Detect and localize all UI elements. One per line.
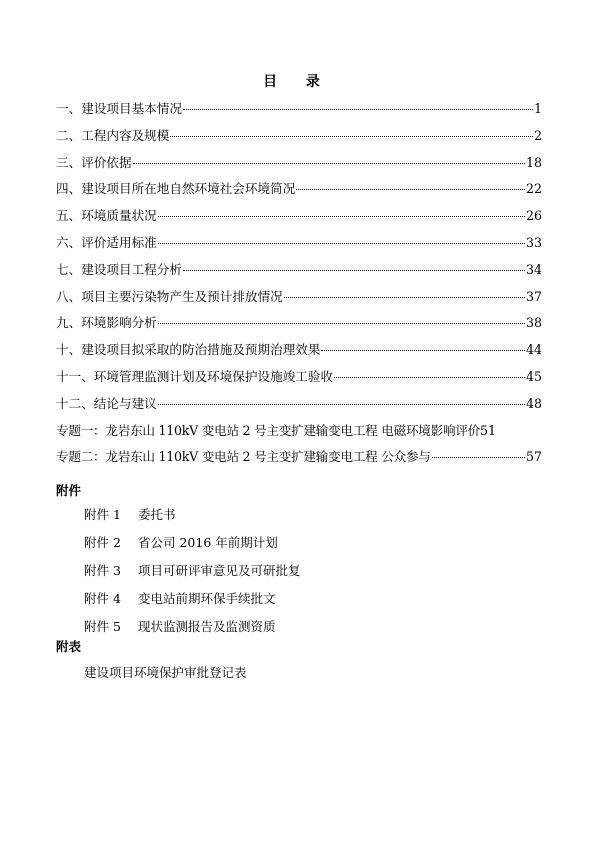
toc-entry-label: 三、评价依据 (56, 154, 132, 170)
toc-leader-dots (158, 216, 525, 217)
toc-leader-dots (296, 189, 525, 190)
toc-leader-dots (158, 404, 525, 405)
toc-entry[interactable] (56, 203, 542, 230)
attachment-number: 附件 1 (84, 507, 121, 522)
toc-entry-page: 37 (525, 288, 542, 304)
toc-leader-dots (133, 163, 525, 164)
toc-list (56, 96, 542, 471)
toc-entry[interactable] (56, 176, 542, 203)
toc-entry-page: 38 (525, 315, 542, 331)
toc-entry[interactable] (56, 230, 542, 257)
appendix-table-title: 建设项目环境保护审批登记表 (84, 665, 247, 680)
toc-leader-dots (284, 297, 525, 298)
toc-entry-label: 十一、环境管理监测计划及环境保护设施竣工验收 (56, 368, 334, 384)
toc-entry[interactable] (56, 96, 542, 123)
toc-leader-dots (321, 350, 525, 351)
toc-entry-page: 57 (525, 449, 542, 465)
toc-entry-label: 专题一：龙岩东山 110kV 变电站 2 号主变扩建输变电工程 电磁环境影响评价 (56, 422, 481, 438)
attachment-number: 附件 2 (84, 535, 121, 550)
attachment-number: 附件 5 (84, 619, 121, 634)
toc-entry-page: 33 (525, 234, 542, 250)
toc-leader-dots (158, 243, 525, 244)
attachment-item[interactable] (84, 534, 278, 552)
toc-entry-page: 22 (525, 181, 542, 197)
toc-entry-label: 五、环境质量状况 (56, 208, 157, 224)
toc-entry-label: 六、评价适用标准 (56, 234, 157, 250)
attachment-number: 附件 3 (84, 563, 121, 578)
attachment-item[interactable] (84, 562, 301, 580)
toc-title: 目 录 (263, 74, 332, 90)
attachments-heading: 附件 (56, 483, 82, 498)
toc-leader-dots (158, 323, 525, 324)
attachment-title: 现状监测报告及监测资质 (138, 619, 276, 634)
attachment-number: 附件 4 (84, 591, 121, 606)
attachment-title: 项目可研评审意见及可研批复 (138, 563, 301, 578)
attachment-item[interactable] (84, 590, 276, 608)
attachment-item[interactable] (84, 506, 176, 524)
toc-entry-page: 18 (525, 154, 542, 170)
toc-entry-label: 七、建设项目工程分析 (56, 261, 182, 277)
toc-entry-label: 八、项目主要污染物产生及预计排放情况 (56, 288, 283, 304)
attachment-title: 变电站前期环保手续批文 (138, 591, 276, 606)
toc-entry[interactable] (56, 257, 542, 284)
toc-entry-page: 44 (525, 342, 542, 358)
toc-entry-page: 48 (525, 395, 542, 411)
toc-leader-dots (432, 457, 525, 458)
toc-leader-dots (334, 377, 525, 378)
attachment-title: 省公司 2016 年前期计划 (138, 535, 278, 550)
toc-entry[interactable] (56, 418, 542, 445)
toc-entry[interactable] (56, 391, 542, 418)
toc-entry[interactable] (56, 310, 542, 337)
toc-entry[interactable] (56, 284, 542, 311)
toc-entry-page: 34 (525, 261, 542, 277)
toc-entry-label: 十二、结论与建议 (56, 395, 157, 411)
toc-entry[interactable] (56, 123, 542, 150)
attachment-title: 委托书 (138, 507, 176, 522)
appendix-table-heading: 附表 (56, 639, 82, 654)
toc-entry-page: 1 (533, 101, 542, 116)
toc-entry-page: 26 (525, 208, 542, 224)
toc-leader-dots (183, 270, 525, 271)
toc-entry-label: 十、建设项目拟采取的防治措施及预期治理效果 (56, 342, 321, 358)
toc-entry-label: 四、建设项目所在地自然环境社会环境简况 (56, 181, 296, 197)
toc-entry[interactable] (56, 444, 542, 471)
toc-entry[interactable] (56, 150, 542, 177)
toc-entry-page: 51 (480, 422, 497, 438)
toc-entry-label: 专题二：龙岩东山 110kV 变电站 2 号主变扩建输变电工程 公众参与 (56, 449, 431, 465)
toc-entry-page: 2 (533, 127, 542, 143)
toc-entry-label: 二、工程内容及规模 (56, 127, 170, 143)
toc-entry-label: 九、环境影响分析 (56, 315, 157, 331)
toc-entry[interactable] (56, 364, 542, 391)
appendix-table-item[interactable] (84, 664, 247, 682)
attachment-item[interactable] (84, 618, 276, 636)
toc-entry-label: 一、建设项目基本情况 (56, 101, 182, 116)
toc-entry-page: 45 (525, 368, 542, 384)
toc-leader-dots (183, 109, 533, 110)
toc-entry[interactable] (56, 337, 542, 364)
toc-leader-dots (170, 136, 533, 137)
